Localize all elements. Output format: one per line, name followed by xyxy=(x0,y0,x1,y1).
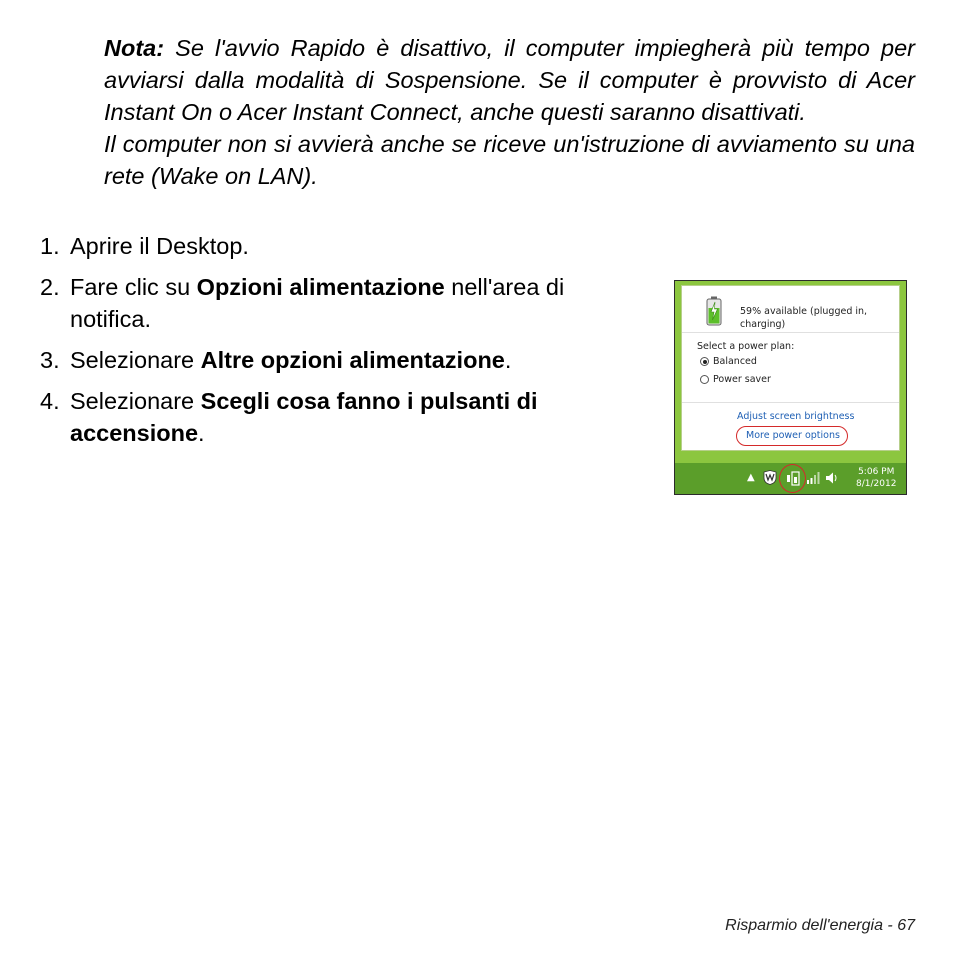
step-number: 3. xyxy=(40,347,60,373)
step-text: Fare clic su xyxy=(70,274,197,300)
highlight-circle xyxy=(736,426,848,446)
highlight-circle xyxy=(779,464,806,493)
plan-option-balanced[interactable] xyxy=(700,356,757,367)
step-text: Selezionare xyxy=(70,347,201,373)
page-footer xyxy=(725,917,915,935)
clock[interactable] xyxy=(856,466,896,490)
plan-option-label: Balanced xyxy=(713,356,757,367)
footer-section: Risparmio dell'energia - xyxy=(725,917,893,934)
divider xyxy=(682,332,899,333)
step-2 xyxy=(40,271,630,335)
steps-list xyxy=(40,230,630,458)
volume-icon[interactable] xyxy=(825,471,839,485)
note-paragraph-1 xyxy=(104,32,915,128)
note-block xyxy=(104,32,915,192)
adjust-brightness-link[interactable]: Adjust screen brightness xyxy=(737,411,855,422)
step-text: Selezionare xyxy=(70,388,201,414)
step-number: 4. xyxy=(40,388,60,414)
power-plan-label: Select a power plan: xyxy=(697,341,795,352)
step-bold: Opzioni alimentazione xyxy=(196,274,445,300)
step-number: 1. xyxy=(40,233,60,259)
footer-page-number: 67 xyxy=(897,917,915,934)
step-3 xyxy=(40,344,630,376)
step-text-after: nell'area di notifica. xyxy=(70,274,565,332)
taskbar xyxy=(675,463,906,494)
step-1 xyxy=(40,230,630,262)
plan-option-power-saver[interactable] xyxy=(700,374,771,385)
step-number: 2. xyxy=(40,274,60,300)
more-power-options-link[interactable]: More power options xyxy=(746,430,840,441)
note-paragraph-2: Il computer non si avvierà anche se riceve un'istruzione di avviamento su una rete (Wake on LAN). xyxy=(104,131,915,189)
network-signal-icon[interactable] xyxy=(806,472,820,484)
radio-selected-icon[interactable] xyxy=(700,357,709,366)
plan-option-label: Power saver xyxy=(713,374,771,385)
radio-unselected-icon[interactable] xyxy=(700,375,709,384)
battery-status-text: 59% available (plugged in, charging) xyxy=(740,306,868,330)
power-flyout-screenshot xyxy=(674,280,907,495)
action-center-shield-icon[interactable] xyxy=(763,470,777,485)
step-bold: Altre opzioni alimentazione xyxy=(200,347,505,373)
clock-date: 8/1/2012 xyxy=(856,479,897,489)
step-text-after: . xyxy=(198,420,205,446)
battery-charging-icon xyxy=(704,296,724,326)
power-flyout-panel xyxy=(681,285,900,451)
step-bold: Scegli cosa fanno i pulsanti di accensione xyxy=(70,388,538,446)
step-text: Aprire il Desktop. xyxy=(70,233,249,259)
show-hidden-icons-chevron-icon[interactable]: ▲ xyxy=(747,472,755,483)
note-text-1: Se l'avvio Rapido è disattivo, il computer impiegherà più tempo per avviarsi dalla modalità di Sospensione. Se il computer è provvisto di Acer Instant On o Acer Instant Connect, anche questi saranno disattivati. xyxy=(104,35,915,125)
step-text-after: . xyxy=(504,347,512,373)
step-4 xyxy=(40,385,630,449)
clock-time: 5:06 PM xyxy=(858,467,895,477)
divider xyxy=(682,402,899,403)
note-lead: Nota: xyxy=(104,35,165,61)
